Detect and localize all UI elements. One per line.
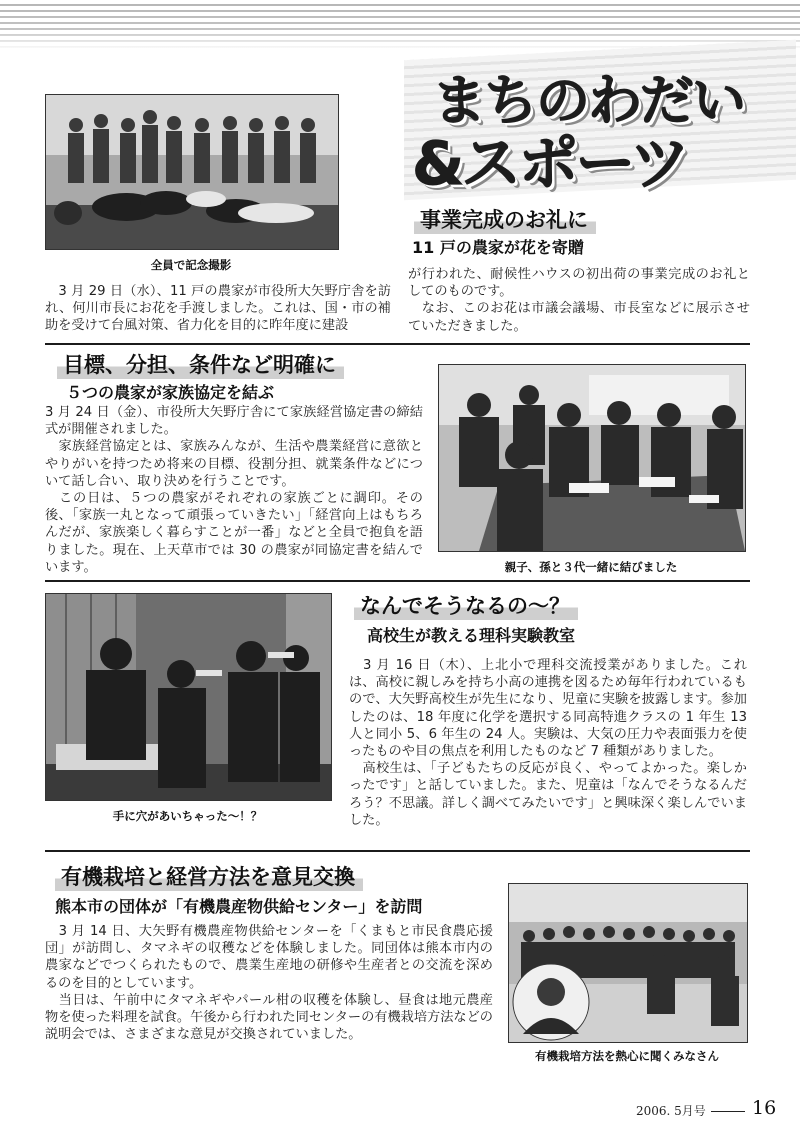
section-title-line1: まちのわだい	[432, 69, 744, 132]
group-photo	[45, 94, 339, 250]
article-subheadline: 11 戸の農家が花を寄贈	[412, 238, 584, 257]
article-body	[45, 404, 423, 576]
section-divider	[45, 580, 750, 582]
photo-caption: 有機栽培方法を熱心に聞くみなさん	[535, 1049, 719, 1063]
article-body	[45, 923, 493, 1043]
article-subheadline: ５つの農家が家族協定を結ぶ	[66, 383, 275, 402]
section-divider	[45, 343, 750, 345]
article-headline: 有機栽培と経営方法を意見交換	[55, 861, 363, 891]
article-headline: 事業完成のお礼に	[414, 204, 596, 234]
article-headline: 目標、分担、条件など明確に	[57, 349, 344, 379]
paragraph: この日は、５つの農家がそれぞれの家族ごとに調印。その後、「家族一丸となって頑張っていきたい」「経営向上はもちろんだが、家族楽しく暮らすことが一番」などと全員で抱負を語りました。現在、上天草市では 30 の農家が同協定書を結んでいます。	[45, 491, 423, 575]
photo-caption: 親子、孫と３代一緒に結びました	[504, 560, 678, 574]
photo-caption: 手に穴があいちゃった～！？	[112, 809, 263, 823]
issue-date: 2006. 5月号	[636, 1104, 706, 1118]
section-title-line2: &スポーツ	[412, 129, 687, 199]
article-body	[349, 657, 747, 829]
footer-rule	[711, 1111, 745, 1112]
article-body-left	[45, 283, 391, 335]
section-divider	[45, 850, 750, 852]
classroom-photo	[45, 593, 332, 801]
article-subheadline: 高校生が教える理科実験教室	[367, 626, 576, 645]
paragraph: が行われた、耐候性ハウスの初出荷の事業完成のお礼としてのものです。	[408, 267, 750, 300]
paragraph: 3 月 16 日（木）、上北小で理科交流授業がありました。これは、高校に親しみを持ち小高の連携を図るため毎年行われているもので、大矢野高校生が先生になり、児童に実験を披露します。参加したのは、18 年度に化学を選択する同高特進クラスの 1 年生 13 人と同小 5、6 年生の 24 人。実験は、大気の圧力や表面張力を使ったものや目の焦点を利用したものなど 7 種類がありました。	[349, 658, 747, 760]
signing-photo	[438, 364, 746, 552]
header-stripes-fade	[0, 0, 800, 50]
paragraph: なお、このお花は市議会議場、市長室などに展示させていただきました。	[408, 301, 750, 334]
article-body-right	[408, 266, 750, 335]
page-number: 16	[752, 1097, 777, 1119]
article-headline: なんでそうなるの～？	[354, 590, 578, 620]
paragraph: 当日は、午前中にタマネギやパール柑の収穫を体験し、昼食は地元農産物を使った料理を試食。午後から行われた同センターの有機栽培方法などの説明会では、さまざまな意見が交換されていました。	[45, 992, 493, 1043]
paragraph: 3 月 24 日（金）、市役所大矢野庁舎にて家族経営協定書の締結式が開催されました。	[45, 405, 423, 438]
photo-caption: 全員で記念撮影	[150, 258, 232, 272]
article-subheadline: 熊本市の団体が「有機農産物供給センター」を訪問	[55, 897, 423, 916]
seminar-photo	[508, 883, 748, 1043]
paragraph: 3 月 14 日、大矢野有機農産物供給センターを「くまもと市民食農応援団」が訪問し、タマネギの収穫などを体験しました。同団体は熊本市内の農家などでつくられたもので、農業生産地の研修や生産者との交流を深めるのを目的としています。	[45, 924, 493, 991]
paragraph: 家族経営協定とは、家族みんなが、生活や農業経営に意欲とやりがいを持つため将来の目標、役割分担、就業条件などについて話し合い、取り決めを行うことです。	[45, 439, 423, 489]
paragraph: 高校生は、「子どもたちの反応が良く、やってよかった。楽しかったです」と話していました。また、児童は「なんでそうなるんだろう？不思議。詳しく調べてみたいです」と興味深く楽しんでいました。	[349, 761, 747, 828]
paragraph: 3 月 29 日（水）、11 戸の農家が市役所大矢野庁舎を訪れ、何川市長にお花を手渡しました。これは、国・市の補助を受けて台風対策、省力化を目的に昨年度に建設	[45, 284, 391, 334]
